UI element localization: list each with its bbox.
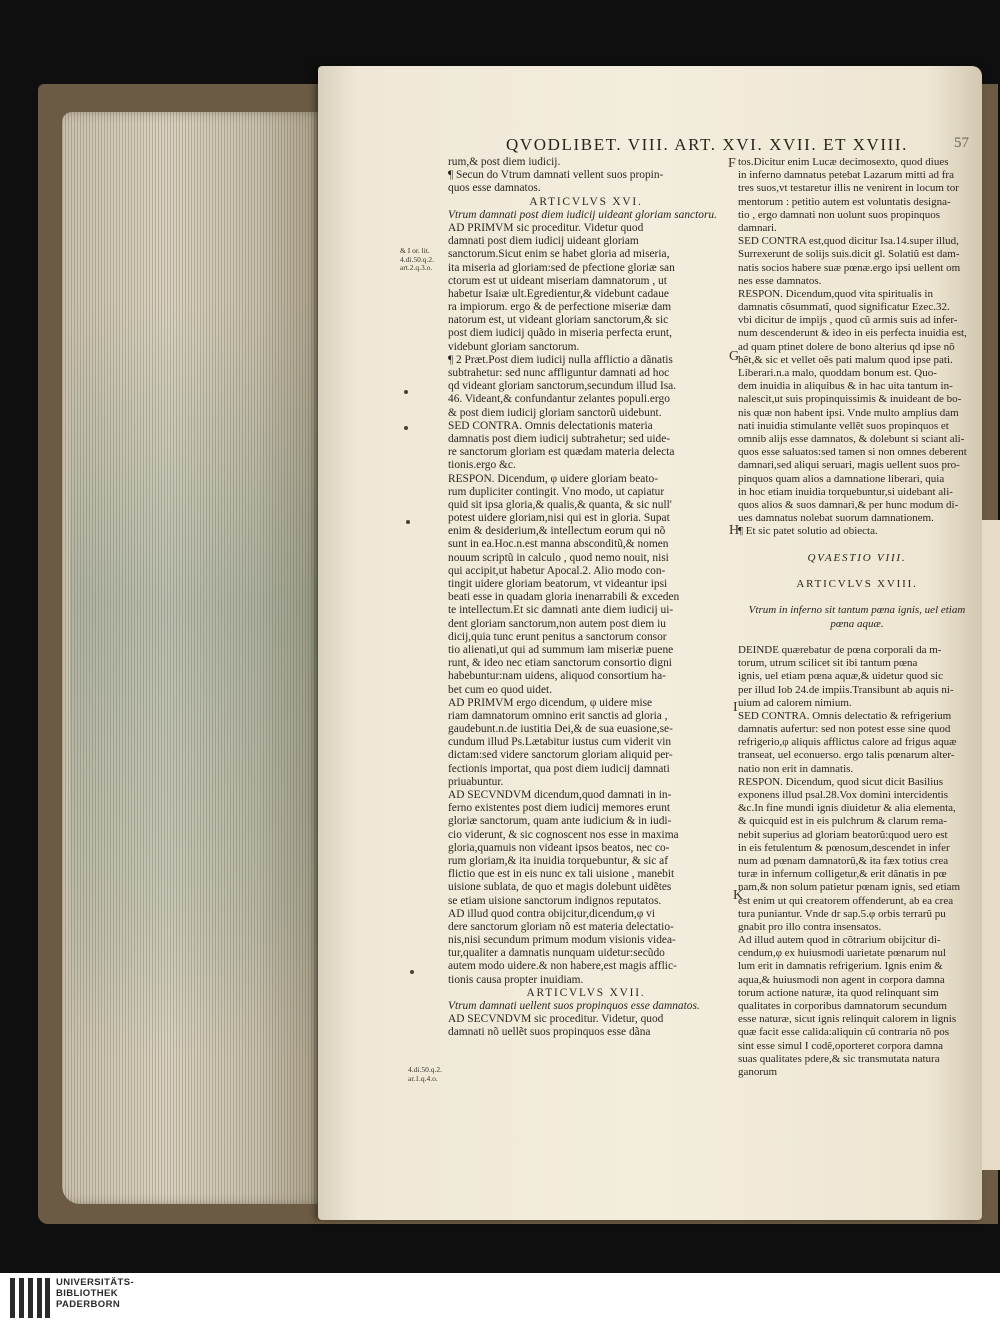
binding-hole xyxy=(410,970,414,974)
text-line: post diem iudicij quãdo in miseria perfecta erunt, xyxy=(448,327,672,340)
text-line: ita miseria ad gloriam:sed de pfectione gloriæ san xyxy=(448,261,675,274)
text-line: subtrahetur: sed nunc affliguntur damnati ad hoc xyxy=(448,367,670,379)
text-line: ferno existentes post diem iudicij memores erunt xyxy=(448,802,671,815)
text-line: qui accipit,ut habetur Apocal.2. Alio modo con- xyxy=(448,564,666,577)
text-line: RESPON. Dicendum, quod sicut dicit Basilius xyxy=(738,775,944,788)
text-line: fectionis importat, qua post diem iudicij damnati xyxy=(448,762,670,775)
library-name-line: UNIVERSITÄTS- xyxy=(56,1277,135,1288)
text-line: nalescit,ut suis propinquissimis & inuideant de bo- xyxy=(738,393,962,406)
binding-hole xyxy=(404,390,408,394)
text-line: damnatis aufertur: sed non potest esse sine quod xyxy=(738,723,951,736)
library-name xyxy=(56,1277,134,1310)
text-line: transeat, uel econuerso. ergo talis pœnarum alter- xyxy=(738,749,955,762)
text-line: esse naturæ, sicut ignis relinquit calorem in lignis xyxy=(738,1013,957,1026)
text-line: aqua,& huiusmodi non agent in corpora damna xyxy=(738,973,945,986)
text-line: uium ad calorem nimium. xyxy=(738,696,852,709)
text-line: num ad pœnam damnatorũ,& ita fæx totius crea xyxy=(738,854,949,867)
text-line: autem modo uidere.& non habere,est magis afflic- xyxy=(448,960,677,973)
margin-note-line: 4.di.50.q.2. xyxy=(400,254,434,264)
facing-page-edge xyxy=(982,520,1000,1170)
text-line: nebit superius ad gloriam beatorũ:quod uero est xyxy=(738,828,948,841)
text-line: per illud Iob 24.de impiis.Transibunt ab aquis ni- xyxy=(738,683,954,696)
text-line xyxy=(738,538,976,551)
text-line: nam,& non solum patietur pœnam ignis, sed etiam xyxy=(738,881,961,894)
text-line: tionis.ergo &c. xyxy=(448,459,516,472)
text-line: AD PRIMVM sic proceditur. Videtur quod xyxy=(448,221,644,234)
text-line: Vtrum in inferno sit tantum pœna ignis, uel etiam xyxy=(748,604,966,617)
text-line: in inferno damnatus petebat Lazarum mitti ad fra xyxy=(738,169,954,182)
library-footer xyxy=(0,1273,1000,1323)
text-line: nis quæ non habent ipsi. Vnde multo amplius dam xyxy=(738,406,959,419)
text-line: exponens illud psal.28.Vox domini intercidentis xyxy=(738,789,948,801)
binding-hole xyxy=(406,520,410,524)
text-line: natio non erit in damnatis. xyxy=(738,762,854,775)
text-line xyxy=(738,631,976,644)
text-line: hẽt,& sic et vellet oẽs pati malum quod ipse pati. xyxy=(738,353,953,366)
text-line: cio viderunt, & sic cognoscent nos esse in maxima xyxy=(448,828,679,841)
text-line: habebuntur:nam uidens, aliquod consortium ha- xyxy=(448,670,666,683)
library-logo-icon xyxy=(10,1278,50,1318)
text-line: se etiam uisione sanctorum indignos reputatos. xyxy=(448,894,662,907)
text-line: AD SECVNDVM sic proceditur. Videtur, quod xyxy=(448,1013,664,1026)
text-line: tio , ergo damnati non uolunt suos propinquos xyxy=(738,208,941,221)
text-line: gaudebunt.n.de iustitia Dei,& de sua euasione,se- xyxy=(448,723,673,736)
section-marker: F xyxy=(728,156,736,171)
text-line: potest uidere gloriam,nisi qui est in gloria. Supat xyxy=(448,512,670,525)
text-line: torum, utrum scilicet sit ibi tantum pœna xyxy=(738,657,918,670)
text-line: SED CONTRA. Omnis delectatio & refrigerium xyxy=(738,709,952,722)
text-line: dem inuidia in aliquibus & in hac uita tantum in- xyxy=(738,380,953,393)
text-line: pœna aquæ. xyxy=(830,617,884,630)
text-line: Liberari.n.a malo, quoddam bonum est. Quo- xyxy=(738,367,937,379)
text-line: SED CONTRA. Omnis delectationis materia xyxy=(448,419,653,432)
text-line: Vtrum damnati uellent suos propinquos esse damnatos. xyxy=(448,1000,700,1012)
text-line: quos esse saluatos:sed tamen si non omnes deberent xyxy=(738,446,967,459)
text-line: in eis fetulentum & pœnosum,descendet in infer xyxy=(738,841,950,854)
binding-hole xyxy=(404,426,408,430)
text-line: ¶ Secun do Vtrum damnati vellent suos propin- xyxy=(448,169,664,182)
text-line: gloriæ sanctorum, quam ante iudicium & in iudi- xyxy=(448,815,672,828)
text-line: refrigerio,φ aliquis afflictus calore ad frigus aquæ xyxy=(738,736,957,749)
text-line: tingit uidere gloriam beatorum, vt videantur ipsi xyxy=(448,578,668,590)
text-line: dere sanctorum gloriam nõ est materia delectatio- xyxy=(448,920,674,933)
library-name-line: PADERBORN xyxy=(56,1299,121,1310)
text-line: damnati post diem iudicij uideant gloriam xyxy=(448,235,639,248)
text-line: quid sit ipsa gloria,& qualis,& quanta, & sic null' xyxy=(448,498,672,511)
text-line: rum,& post diem iudicij. xyxy=(448,156,561,168)
text-line: ARTICVLVS XVIII. xyxy=(796,578,918,590)
text-line: damnatis post diem iudicij subtrahetur; sed uide- xyxy=(448,432,671,445)
text-line: pinquos quam alios a damnatione liberari, quia xyxy=(738,472,945,485)
folio-number: 57 xyxy=(954,135,969,151)
text-line: natis socios habere suæ pœnæ.ergo ipsi uellent om xyxy=(738,261,961,274)
text-line: omnib alijs esse damnatos, & dolebunt si sciant ali- xyxy=(738,432,965,445)
text-line: uisione sublata, de quo et magis dolebunt uidẽtes xyxy=(448,881,672,894)
text-line: nis,nisi secundum primum modum visionis videa- xyxy=(448,934,676,947)
text-line: runt, & ideo nec etiam sanctorum consortio digni xyxy=(448,657,672,670)
page-edge-shading xyxy=(70,300,320,1060)
text-line: riam damnatorum omnino erit sanctis ad gloria , xyxy=(448,709,668,722)
text-line: suas qualitates pdere,& sic transmutata natura xyxy=(738,1052,940,1065)
running-title: QVODLIBET. VIII. ART. XVI. XVII. ET XVIII. xyxy=(506,135,909,154)
library-name-line: BIBLIOTHEK xyxy=(56,1288,119,1299)
text-line: tres suos,vt testaretur illis ne venirent in locum tor xyxy=(738,182,959,195)
text-line: re sanctorum gloriam est quædam materia delecta xyxy=(448,446,675,459)
text-line: DEINDE quærebatur de pœna corporali da m- xyxy=(738,643,942,656)
text-line: RESPON. Dicendum, φ uidere gloriam beato- xyxy=(448,472,658,485)
margin-note xyxy=(408,1066,442,1083)
text-line: beati esse in quadam gloria inenarrabili & exceden xyxy=(448,591,680,604)
text-line: ganorum xyxy=(738,1065,778,1078)
text-line: tio alienati,ut qui ad summum iam miseriæ puene xyxy=(448,643,674,656)
text-line: damnati nõ uellẽt suos propinquos esse dãna xyxy=(448,1026,651,1039)
text-line: nouum scriptũ in calculo , quod nemo nouit, nisi xyxy=(448,551,669,564)
text-line: ¶ 2 Præt.Post diem iudicij nulla afflictio a dãnatis xyxy=(448,353,673,366)
text-line xyxy=(738,565,976,578)
text-line: gloria,quamuis non videant ipsos beatos, nec co- xyxy=(448,841,670,854)
margin-note xyxy=(400,247,434,273)
section-marker: H xyxy=(729,523,740,538)
text-line: sint esse simul I codẽ,oporteret corpora damna xyxy=(738,1039,943,1052)
text-line: gnabit pro illo contra insensatos. xyxy=(738,920,882,933)
text-line: RESPON. Dicendum,quod vita spiritualis in xyxy=(738,287,933,300)
text-line: tura puniantur. Vnde dr sap.5.φ orbis terrarũ pu xyxy=(738,907,946,920)
text-line: ¶ Et sic patet solutio ad obiecta. xyxy=(738,525,878,538)
right-text-column xyxy=(738,156,976,1079)
text-line: tionis causa propter inuidiam. xyxy=(448,973,584,986)
section-marker: I xyxy=(733,700,738,715)
text-line: nati inuidia stimulante vellẽt suos propinquos et xyxy=(738,419,949,432)
text-line: rum dupliciter contingit. Vno modo, ut capiatur xyxy=(448,485,665,498)
text-line: rum gloriam,& ita inuidia torquebuntur, & sic af xyxy=(448,854,669,867)
text-line: quæ facit esse calida:aliquin cũ contraria nõ pos xyxy=(738,1026,950,1039)
left-text-column xyxy=(448,156,724,1040)
text-line: te intellectum.Et sic damnati ante diem iudicij ui- xyxy=(448,604,674,617)
text-line: ARTICVLVS XVII. xyxy=(526,986,646,999)
text-line: Ad illud autem quod in cõtrarium obijcitur di- xyxy=(738,934,941,947)
margin-note-line: ar.1.q.4.o. xyxy=(408,1073,438,1083)
text-line: natorum est, ut videant gloriam sanctorum,& sic xyxy=(448,314,669,327)
text-line: priuabuntur. xyxy=(448,775,504,788)
text-line: turæ in infernum colligetur,& erit dãnatis in pœ xyxy=(738,868,947,881)
text-line: qualitates in corporibus damnatorum secundum xyxy=(738,1000,947,1012)
text-line: Vtrum damnati post diem iudicij uideant gloriam sanctoru. xyxy=(448,208,717,221)
text-line: Surrexerunt de solijs suis.dicit gl. Solatiũ est dam- xyxy=(738,248,960,261)
margin-note-line: 4.di.50.q.2. xyxy=(408,1065,442,1074)
text-line: cundum illud Ps.Lætabitur iustus cum viderit vin xyxy=(448,736,672,749)
text-line: videbunt gloriam sanctorum. xyxy=(448,340,580,353)
margin-note-line: & I or. lit. xyxy=(400,246,430,255)
text-line: mentorum : petitio autem est voluntatis designa- xyxy=(738,195,951,208)
text-line: cendum,φ ex huiusmodi uarietate pœnarum nul xyxy=(738,947,946,960)
text-line: tur,qualiter a damnatis nunquam uidetur:secũdo xyxy=(448,947,665,960)
section-marker: G xyxy=(729,349,740,364)
text-line: 46. Videant,& confundantur zelantes populi.ergo xyxy=(448,393,670,406)
text-line: quos esse damnatos. xyxy=(448,182,541,195)
text-line: bet cum eo quod uidet. xyxy=(448,683,553,696)
text-line: AD SECVNDVM dicendum,quod damnati in in- xyxy=(448,789,672,801)
text-line: torum actione naturæ, ita quod relinquant sim xyxy=(738,986,939,999)
text-line: in hoc etiam inuidia torquebuntur,si uidebant ali- xyxy=(738,485,953,498)
text-line: qd videant gloriam sanctorum,secundum illud Isa. xyxy=(448,380,677,393)
text-line: est enim ut qui creatorem offenderunt, ab ea crea xyxy=(738,894,954,907)
text-line: dictam:sed videre sanctorum gloriam aliquid per- xyxy=(448,749,673,762)
text-line: damnatis cõsummatĩ, quod significatur Ezec.32. xyxy=(738,301,950,314)
text-line: dent gloriam sanctorum,non autem post diem iu xyxy=(448,617,666,630)
text-line: ad quam ptinet dolere de bono alterius qd ipse nõ xyxy=(738,340,955,353)
text-line: ra impiorum. ergo & de perfectione miseriæ dam xyxy=(448,301,672,314)
text-line: &c.In fine mundi ignis diuidetur & alia elementa, xyxy=(738,802,956,815)
text-line: enim & desiderium,& intellectum eorum qui nõ xyxy=(448,525,666,538)
text-line: sunt in ea.Hoc.n.est manna absconditũ,& nomen xyxy=(448,538,669,551)
text-line: damnari,sed aliqui seruari, magis uellent suos pro- xyxy=(738,459,960,472)
text-line: ARTICVLVS XVI. xyxy=(529,195,643,208)
text-line: dicij,quia tunc erunt penitus a sanctorum consor xyxy=(448,630,667,643)
text-line: vbi dicitur de impijs , quod cũ armis suis ad infer- xyxy=(738,314,958,327)
text-line: SED CONTRA est,quod dicitur Isa.14.super illud, xyxy=(738,235,959,248)
text-line: flictio que est in eis nunc ex tali uisione , manebit xyxy=(448,868,675,881)
text-line: QVAESTIO VIII. xyxy=(807,551,907,564)
text-line: ignis, uel etiam pœna aquæ,& uidetur quod sic xyxy=(738,670,943,683)
text-line: sanctorum.Sicut enim se habet gloria ad miseria, xyxy=(448,248,670,261)
text-line: AD illud quod contra obijcitur,dicendum,φ vi xyxy=(448,907,655,920)
text-line: tos.Dicitur enim Lucæ decimosexto, quod diues xyxy=(738,156,949,168)
margin-note-line: art.2.q.3.o. xyxy=(400,263,433,273)
text-line: lum erit in damnatis refrigerium. Ignis enim & xyxy=(738,960,943,973)
text-line: AD PRIMVM ergo dicendum, φ uidere mise xyxy=(448,696,653,709)
text-line: & quicquid est in eis pulchrum & clarum rema- xyxy=(738,815,947,828)
text-line: num descenderunt & ideo in eis perfecta inuidia est, xyxy=(738,327,967,340)
text-line: quos alios & suos damnari,& per hunc modum di- xyxy=(738,498,959,511)
text-line: & post diem iudicij gloriam sanctorũ uidebunt. xyxy=(448,406,662,419)
text-line: damnari. xyxy=(738,221,777,234)
text-line: nes esse damnatos. xyxy=(738,274,822,287)
text-line: habetur Isaiæ ult.Egredientur,& videbunt cadaue xyxy=(448,287,669,300)
text-line: ues damnatus nolebat suorum damnationem. xyxy=(738,512,934,525)
text-line xyxy=(738,591,976,604)
section-marker: K xyxy=(733,888,744,903)
text-line: ctorum est ut uideant miseriam damnatorum , ut xyxy=(448,274,667,287)
